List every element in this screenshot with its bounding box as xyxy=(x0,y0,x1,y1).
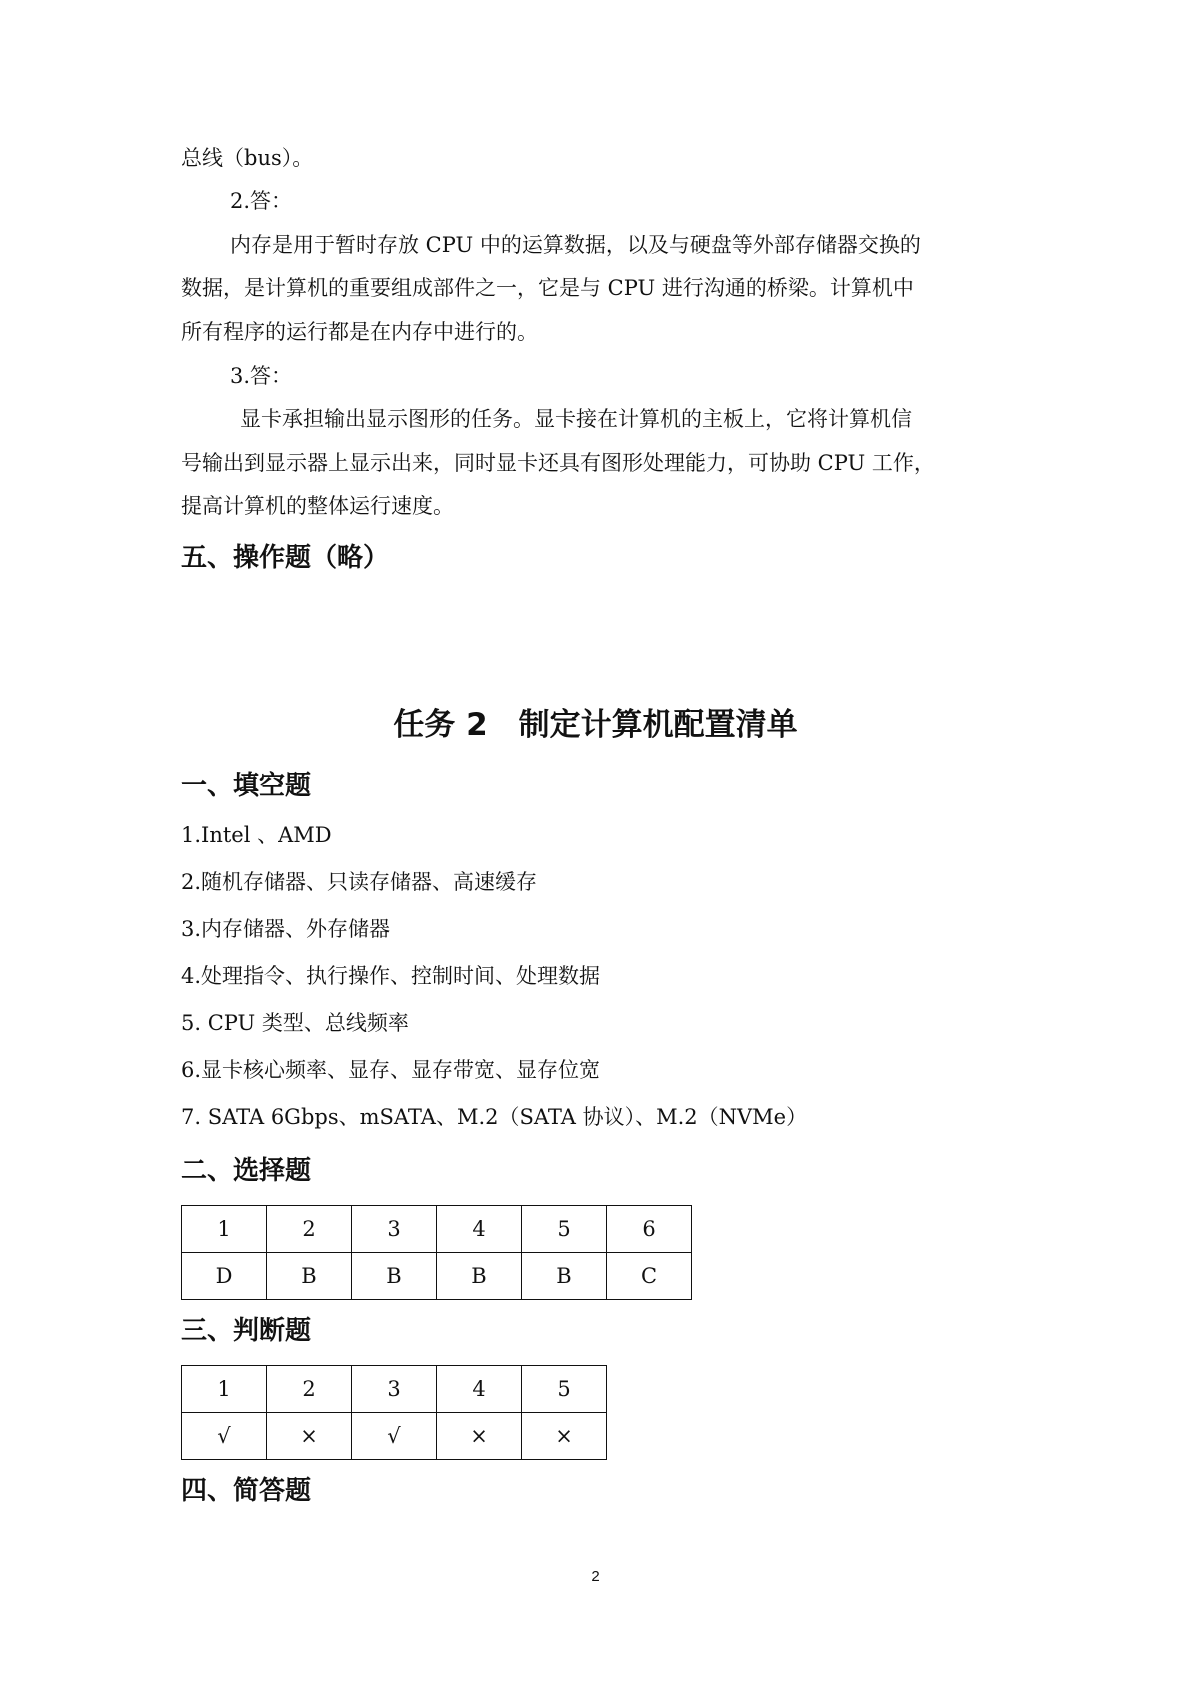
fill-item: 6.显卡核心频率、显存、显存带宽、显存位宽 xyxy=(181,1058,601,1082)
paragraph-line: 提高计算机的整体运行速度。 xyxy=(181,494,454,518)
question-number: 3 xyxy=(352,1206,437,1253)
paragraph-line: 号输出到显示器上显示出来，同时显卡还具有图形处理能力，可协助 CPU 工作， xyxy=(181,451,935,475)
question-number: 5 xyxy=(522,1206,607,1253)
task-title: 任务 2 制定计算机配置清单 xyxy=(393,707,798,743)
fill-item: 4.处理指令、执行操作、控制时间、处理数据 xyxy=(181,964,601,988)
fill-item: 2.随机存储器、只读存储器、高速缓存 xyxy=(181,870,538,894)
section-heading-choice: 二、选择题 xyxy=(181,1156,312,1186)
section-heading-short-answer: 四、简答题 xyxy=(181,1476,312,1506)
fill-item: 3.内存储器、外存储器 xyxy=(181,917,391,941)
section-heading-fill: 一、填空题 xyxy=(181,771,312,801)
answer-cell: C xyxy=(607,1253,692,1300)
answer-label-3: 3.答： xyxy=(230,364,293,388)
judge-answer-table xyxy=(181,1365,607,1460)
paragraph-line: 所有程序的运行都是在内存中进行的。 xyxy=(181,320,538,344)
answer-cell: B xyxy=(522,1253,607,1300)
table-row xyxy=(182,1253,692,1300)
answer-cell: × xyxy=(437,1413,522,1460)
answer-cell: B xyxy=(437,1253,522,1300)
paragraph-line: 总线（bus）。 xyxy=(181,146,314,170)
question-number: 1 xyxy=(182,1206,267,1253)
fill-item: 1.Intel 、AMD xyxy=(181,823,332,847)
answer-cell: × xyxy=(267,1413,352,1460)
question-number: 3 xyxy=(352,1366,437,1413)
fill-item: 7. SATA 6Gbps、mSATA、M.2（SATA 协议）、M.2（NVMe） xyxy=(181,1105,808,1129)
section-heading-operation: 五、操作题（略） xyxy=(181,543,390,573)
question-number: 2 xyxy=(267,1206,352,1253)
answer-cell: B xyxy=(267,1253,352,1300)
answer-label-2: 2.答： xyxy=(230,189,293,213)
choice-answer-table xyxy=(181,1205,692,1300)
answer-cell: √ xyxy=(182,1413,267,1460)
question-number: 6 xyxy=(607,1206,692,1253)
answer-cell: D xyxy=(182,1253,267,1300)
question-number: 4 xyxy=(437,1206,522,1253)
fill-item: 5. CPU 类型、总线频率 xyxy=(181,1011,409,1035)
paragraph-line: 内存是用于暂时存放 CPU 中的运算数据，以及与硬盘等外部存储器交换的 xyxy=(230,233,921,257)
question-number: 4 xyxy=(437,1366,522,1413)
table-row xyxy=(182,1413,607,1460)
page-number: 2 xyxy=(591,1568,600,1585)
answer-cell: B xyxy=(352,1253,437,1300)
question-number: 2 xyxy=(267,1366,352,1413)
paragraph-line: 显卡承担输出显示图形的任务。显卡接在计算机的主板上，它将计算机信 xyxy=(240,407,912,431)
section-heading-judge: 三、判断题 xyxy=(181,1316,312,1346)
question-number: 1 xyxy=(182,1366,267,1413)
answer-cell: × xyxy=(522,1413,607,1460)
table-row xyxy=(182,1206,692,1253)
table-row xyxy=(182,1366,607,1413)
question-number: 5 xyxy=(522,1366,607,1413)
paragraph-line: 数据，是计算机的重要组成部件之一，它是与 CPU 进行沟通的桥梁。计算机中 xyxy=(181,276,914,300)
answer-cell: √ xyxy=(352,1413,437,1460)
